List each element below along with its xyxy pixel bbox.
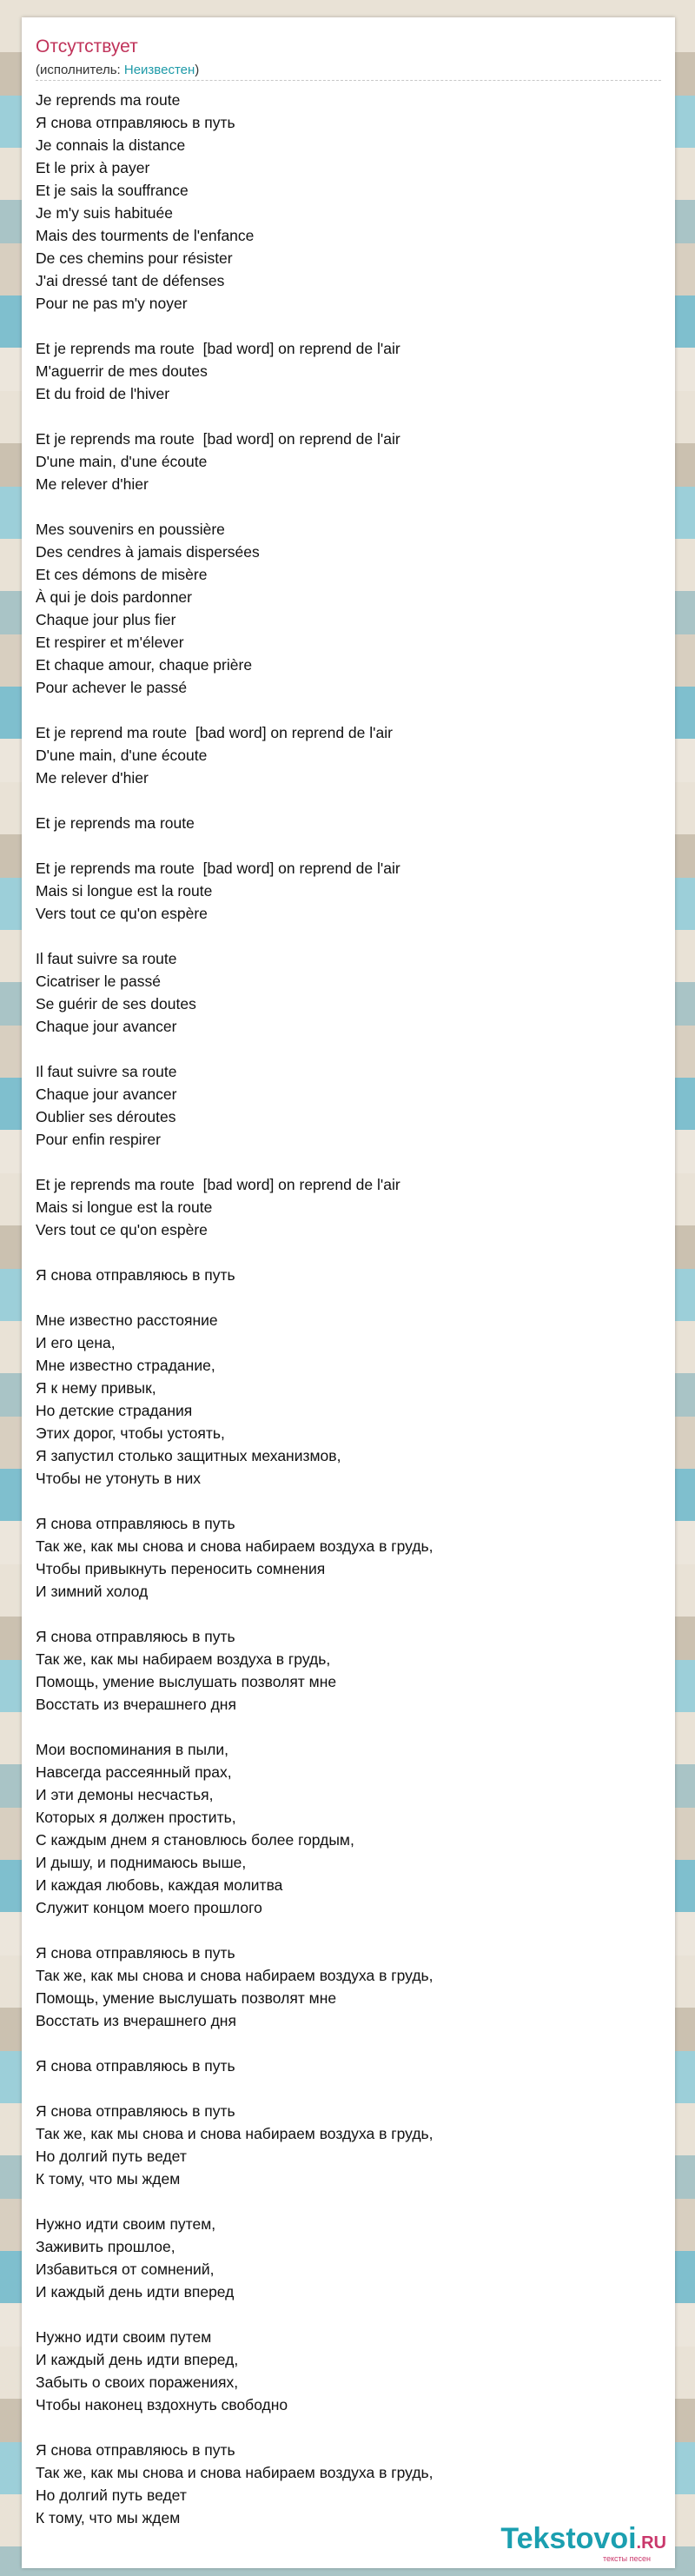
lyrics-text: Je reprends ma route Я снова отправляюсь в путь Je connais la distance Et le prix à payer Et je sais la souffrance Je m'y suis habituée Mais des tourments de l'enfance De ces chemins pour résister J'ai dressé tant de défenses Pour ne pas m'y noyer Et je reprends ma route [bad word] on reprend de l'air M'aguerrir de mes doutes Et du froid de l'hiver Et je reprends ma route [bad word] on reprend de l'air D'une main, d'une écoute Me relever d'hier Mes souvenirs en poussière Des cendres à jamais dispersées Et ces démons de misère À qui je dois pardonner Chaque jour plus fier Et respirer et m'élever Et chaque amour, chaque prière Pour achever le passé Et je reprend ma route [bad word] on reprend de l'air D'une main, d'une écoute Me relever d'hier Et je reprends ma route Et je reprends ma route [bad word] on reprend de l'air Mais si longue est la route Vers tout ce qu'on espère Il faut suivre sa route Cicatriser le passé Se guérir de ses doutes Chaque jour avancer Il faut suivre sa route Chaque jour avancer Oublier ses déroutes Pour enfin respirer Et je reprends ma route [bad word] on reprend de l'air Mais si longue est la route Vers tout ce qu'on espère Я снова отправляюсь в путь Мне известно расстояние И его цена, Мне известно страдание, Я к нему привык, Но детские страдания Этих дорог, чтобы устоять, Я запустил столько защитных механизмов, Чтобы не утонуть в них Я снова отправляюсь в путь Так же, как мы снова и снова набираем воздуха в грудь, Чтобы привыкнуть переносить сомнения И зимний холод Я снова отправляюсь в путь Так же, как мы набираем воздуха в грудь, Помощь, умение выслушать позволят мне Восстать из вчерашнего дня Мои воспоминания в пыли, Навсегда рассеянный прах, И эти демоны несчастья, Которых я должен простить, С каждым днем я становлюсь более гордым, И дышу, и поднимаюсь выше, И каждая любовь, каждая молитва Служит концом моего прошлого Я снова отправляюсь в путь Так же, как мы снова и снова набираем воздуха в грудь, Помощь, умение выслушать позволят мне Восстать из вчерашнего дня Я снова отправляюсь в путь Я снова отправляюсь в путь Так же, как мы снова и снова набираем воздуха в грудь, Но долгий путь ведет К тому, что мы ждем Нужно идти своим путем, Заживить прошлое, Избавиться от сомнений, И каждый день идти вперед Нужно идти своим путем И каждый день идти вперед, Забыть о своих поражениях, Чтобы наконец вздохнуть свободно Я снова отправляюсь в путь Так же, как мы снова и снова набираем воздуха в грудь, Но долгий путь ведет К тому, что мы ждем [36, 91, 434, 2526]
performer-link[interactable]: Неизвестен [123, 63, 195, 77]
divider [36, 80, 661, 81]
lyrics-card [22, 17, 675, 2568]
performer-prefix: (исполнитель: [36, 63, 124, 77]
performer-suffix: ) [195, 63, 200, 77]
logo-name: Tekstovoi [500, 2522, 637, 2555]
performer-line [36, 63, 199, 77]
site-logo[interactable] [500, 2524, 666, 2563]
logo-tld: .RU [636, 2533, 666, 2553]
song-title: Отсутствует [36, 37, 138, 56]
logo-tagline: тексты песен [602, 2554, 651, 2563]
